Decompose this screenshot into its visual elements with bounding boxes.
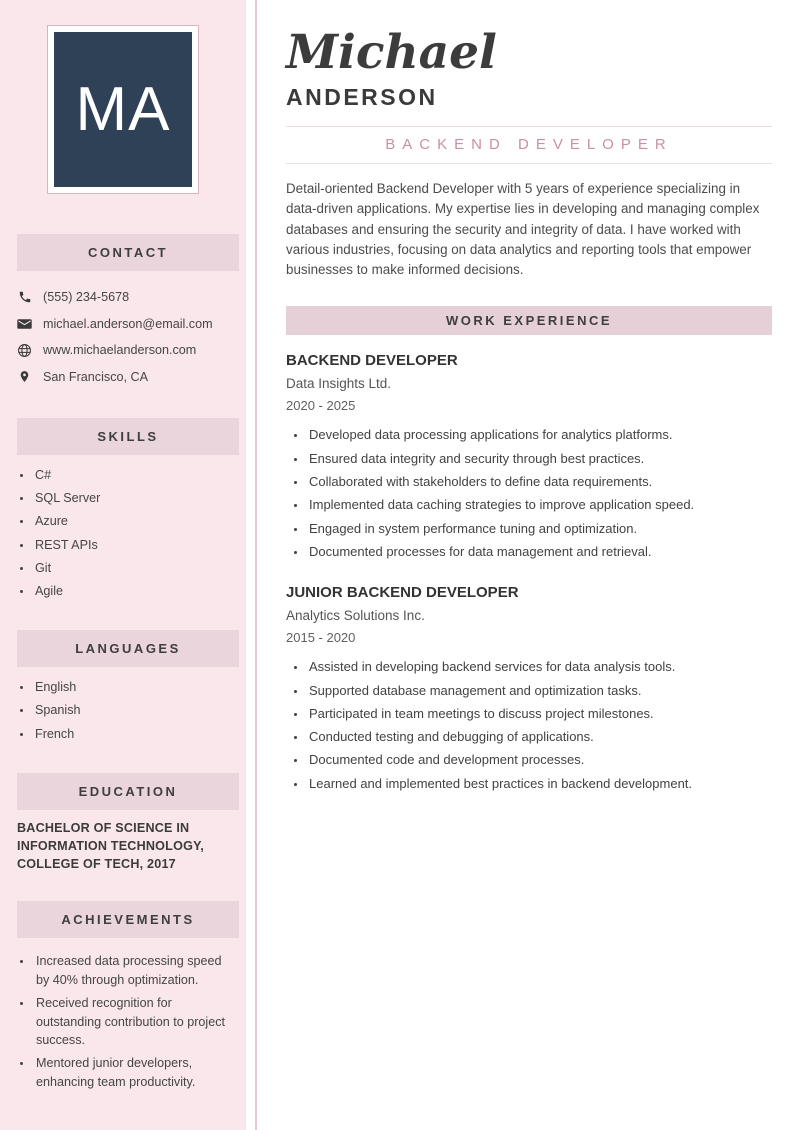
job-bullet-list: [307, 423, 772, 563]
sidebar: [0, 0, 246, 1130]
globe-icon: [17, 343, 32, 358]
role-bottom-rule: [286, 163, 772, 164]
language-item: • English: [33, 676, 246, 699]
skill-item: • Agile: [33, 580, 246, 603]
contact-phone-text: (555) 234-5678: [43, 290, 130, 305]
language-item: • French: [33, 723, 246, 746]
job-bullet: • Implemented data caching strategies to improve application speed.: [307, 493, 772, 516]
contact-section-title: CONTACT: [17, 234, 239, 271]
contact-email-text: michael.anderson@email.com: [43, 316, 213, 331]
last-name: ANDERSON: [286, 84, 438, 110]
first-name: Michael: [286, 25, 497, 80]
job-bullet: • Collaborated with stakeholders to define data requirements.: [307, 470, 772, 493]
achievements-list: [33, 952, 232, 1091]
job-entry: [286, 352, 772, 563]
monogram-frame: [47, 25, 199, 194]
role-title: BACKEND DEVELOPER: [385, 136, 673, 153]
achievement-item: • Increased data processing speed by 40% through optimization.: [33, 952, 232, 989]
work-experience-section-title: WORK EXPERIENCE: [286, 306, 772, 335]
profile-summary: Detail-oriented Backend Developer with 5 years of experience specializing in data-driven applications. My expertise lies in developing and managing complex databases and ensuring the security and integrity of data. I have worked with various industries, focusing on data analytics and reporting tools that empower businesses to make informed decisions.: [286, 181, 760, 278]
job-bullet: • Documented code and development processes.: [307, 748, 772, 771]
job-company: Data Insights Ltd.: [286, 376, 392, 392]
monogram-square: [54, 32, 192, 187]
achievement-item: • Mentored junior developers, enhancing team productivity.: [33, 1054, 232, 1091]
job-bullet: • Ensured data integrity and security through best practices.: [307, 447, 772, 470]
skill-item: • Azure: [33, 510, 246, 533]
contact-item-email: [17, 311, 246, 338]
job-company: Analytics Solutions Inc.: [286, 608, 425, 624]
contact-item-location: [17, 364, 246, 391]
job-bullet: • Assisted in developing backend services for data analysis tools.: [307, 655, 772, 678]
main-content: [286, 0, 772, 795]
achievements-section-title: ACHIEVEMENTS: [17, 901, 239, 938]
job-bullet-list: [307, 655, 772, 795]
contact-item-phone: [17, 284, 246, 311]
skill-item: • REST APIs: [33, 534, 246, 557]
job-bullet: • Developed data processing applications for analytics platforms.: [307, 423, 772, 446]
job-bullet: • Participated in team meetings to discuss project milestones.: [307, 702, 772, 725]
language-item: • Spanish: [33, 699, 246, 722]
job-bullet: • Engaged in system performance tuning and optimization.: [307, 517, 772, 540]
monogram-initials: MA: [75, 75, 171, 144]
job-title: BACKEND DEVELOPER: [286, 352, 458, 370]
skills-section-title: SKILLS: [17, 418, 239, 455]
contact-location-text: San Francisco, CA: [43, 369, 148, 384]
job-bullet: • Documented processes for data management and retrieval.: [307, 540, 772, 563]
skill-item: • SQL Server: [33, 487, 246, 510]
job-bullet: • Conducted testing and debugging of applications.: [307, 725, 772, 748]
education-text: BACHELOR OF SCIENCE IN INFORMATION TECHNOLOGY, COLLEGE OF TECH, 2017: [17, 820, 204, 872]
job-bullet: • Learned and implemented best practices in backend development.: [307, 772, 772, 795]
job-dates: 2020 - 2025: [286, 398, 356, 414]
job-entry: [286, 584, 772, 795]
contact-item-website: [17, 337, 246, 364]
skill-item: • C#: [33, 464, 246, 487]
achievement-item: • Received recognition for outstanding contribution to project success.: [33, 994, 232, 1049]
contact-website-text: www.michaelanderson.com: [43, 343, 197, 358]
job-dates: 2015 - 2020: [286, 630, 356, 646]
education-section-title: EDUCATION: [17, 773, 239, 810]
job-title: JUNIOR BACKEND DEVELOPER: [286, 584, 519, 602]
contact-list: [17, 284, 246, 390]
skills-list: [33, 464, 246, 603]
phone-icon: [17, 290, 32, 304]
languages-list: [33, 676, 246, 746]
skill-item: • Git: [33, 557, 246, 580]
languages-section-title: LANGUAGES: [17, 630, 239, 667]
email-icon: [17, 318, 32, 330]
sidebar-divider-line: [255, 0, 257, 1130]
job-bullet: • Supported database management and optimization tasks.: [307, 679, 772, 702]
location-icon: [17, 369, 32, 384]
